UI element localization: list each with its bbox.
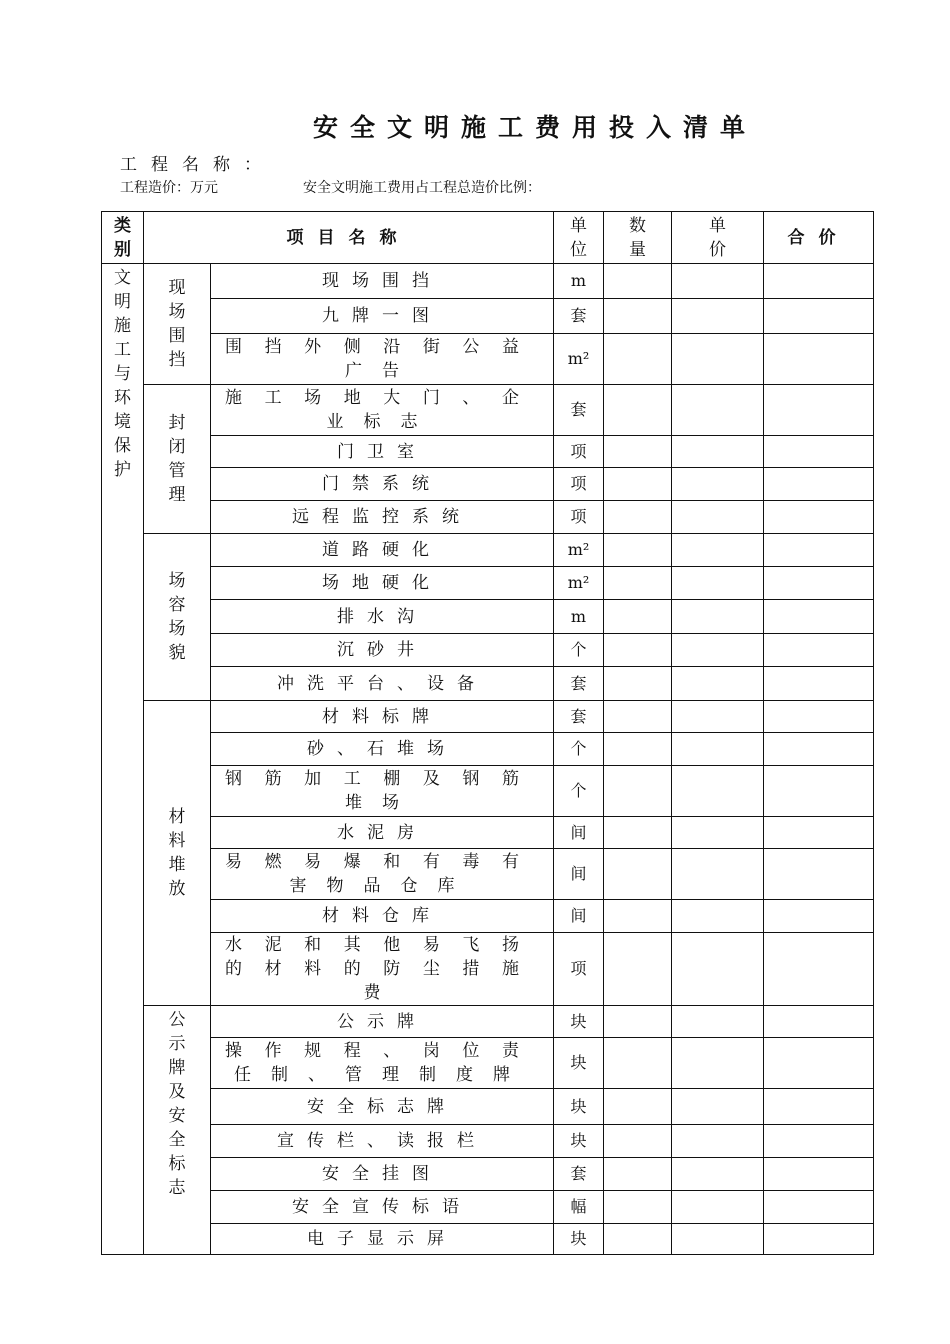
quantity-cell[interactable] [604,1089,672,1125]
unit-price-cell[interactable] [672,264,764,299]
table-row [102,534,874,567]
table-row [102,933,874,1006]
project-cost-label: 工程造价：万元 [120,180,218,196]
table-row [102,385,874,436]
quantity-cell[interactable] [604,849,672,900]
unit-price-cell[interactable] [672,701,764,733]
unit-price-cell[interactable] [672,534,764,567]
table-row [102,1191,874,1224]
quantity-cell[interactable] [604,264,672,299]
unit-price-cell[interactable] [672,1038,764,1089]
item-name-cell: 围挡外侧沿街公益广告 [211,334,554,385]
total-cell[interactable] [764,299,874,334]
item-name-cell: 施工场地大门、企业标志 [211,385,554,436]
table-row [102,733,874,766]
unit-cell: 间 [554,849,604,900]
item-name-cell: 安全宣传标语 [211,1191,554,1224]
unit-cell: 套 [554,299,604,334]
unit-price-cell[interactable] [672,1224,764,1255]
group-cell: 现场围挡 [144,264,211,385]
group-cell: 材料堆放 [144,701,211,1006]
item-name-cell: 远程监控系统 [211,501,554,534]
unit-price-cell[interactable] [672,436,764,468]
group-cell: 公示牌及安全标志 [144,1006,211,1255]
category-cell: 文明施工与环境保护 [102,264,144,1255]
table-row [102,1224,874,1255]
unit-price-cell[interactable] [672,567,764,600]
unit-cell: 个 [554,766,604,817]
header-category: 类别 [102,212,144,264]
item-name-cell: 钢筋加工棚及钢筋堆场 [211,766,554,817]
item-name-cell: 材料标牌 [211,701,554,733]
unit-price-cell[interactable] [672,817,764,849]
unit-price-cell[interactable] [672,1125,764,1158]
unit-cell: 套 [554,1158,604,1191]
header-total: 合价 [764,212,874,264]
total-cell[interactable] [764,766,874,817]
total-cell[interactable] [764,534,874,567]
item-name-cell: 现场围挡 [211,264,554,299]
unit-cell: 块 [554,1125,604,1158]
unit-cell: m [554,264,604,299]
quantity-cell[interactable] [604,468,672,501]
table-row [102,634,874,667]
quantity-cell[interactable] [604,1125,672,1158]
header-unit: 单位 [554,212,604,264]
quantity-cell[interactable] [604,1158,672,1191]
total-cell[interactable] [764,1158,874,1191]
header-quantity: 数量 [604,212,672,264]
unit-cell: 块 [554,1006,604,1038]
item-name-cell: 排水沟 [211,600,554,634]
total-cell[interactable] [764,468,874,501]
table-row [102,1089,874,1125]
project-name-label: 工程名称： [120,155,275,175]
table-row [102,900,874,933]
quantity-cell[interactable] [604,817,672,849]
cost-ratio-label: 安全文明施工费用占工程总造价比例： [303,180,541,196]
item-name-cell: 水泥房 [211,817,554,849]
total-cell[interactable] [764,1006,874,1038]
unit-price-cell[interactable] [672,501,764,534]
unit-cell: 幅 [554,1191,604,1224]
quantity-cell[interactable] [604,733,672,766]
item-name-cell: 冲洗平台、设备 [211,667,554,701]
unit-price-cell[interactable] [672,468,764,501]
total-cell[interactable] [764,667,874,701]
total-cell[interactable] [764,567,874,600]
unit-price-cell[interactable] [672,667,764,701]
unit-cell: 个 [554,733,604,766]
quantity-cell[interactable] [604,900,672,933]
total-cell[interactable] [764,701,874,733]
table-row [102,1038,874,1089]
unit-cell: 块 [554,1038,604,1089]
quantity-cell[interactable] [604,436,672,468]
unit-cell: 套 [554,701,604,733]
quantity-cell[interactable] [604,501,672,534]
unit-cell: 间 [554,817,604,849]
table-row [102,501,874,534]
total-cell[interactable] [764,501,874,534]
table-row [102,817,874,849]
unit-price-cell[interactable] [672,1158,764,1191]
quantity-cell[interactable] [604,600,672,634]
quantity-cell[interactable] [604,1038,672,1089]
total-cell[interactable] [764,634,874,667]
quantity-cell[interactable] [604,299,672,334]
quantity-cell[interactable] [604,701,672,733]
table-row [102,1006,874,1038]
item-name-cell: 安全标志牌 [211,1089,554,1125]
unit-price-cell[interactable] [672,733,764,766]
item-name-cell: 安全挂图 [211,1158,554,1191]
unit-cell: 块 [554,1224,604,1255]
unit-price-cell[interactable] [672,849,764,900]
unit-cell: m² [554,567,604,600]
item-name-cell: 道路硬化 [211,534,554,567]
unit-price-cell[interactable] [672,1089,764,1125]
item-name-cell: 九牌一图 [211,299,554,334]
item-name-cell: 砂、石堆场 [211,733,554,766]
unit-cell: 间 [554,900,604,933]
table-row [102,600,874,634]
item-name-cell: 门禁系统 [211,468,554,501]
quantity-cell[interactable] [604,933,672,1006]
quantity-cell[interactable] [604,1191,672,1224]
item-name-cell: 门卫室 [211,436,554,468]
total-cell[interactable] [764,264,874,299]
total-cell[interactable] [764,817,874,849]
item-name-cell: 电子显示屏 [211,1224,554,1255]
group-cell: 场容场貌 [144,534,211,701]
document-title: 安全文明施工费用投入清单 [312,113,757,142]
table-row [102,1125,874,1158]
unit-cell: 项 [554,436,604,468]
quantity-cell[interactable] [604,534,672,567]
total-cell[interactable] [764,1089,874,1125]
unit-price-cell[interactable] [672,1191,764,1224]
unit-price-cell[interactable] [672,900,764,933]
header-unit-price: 单价 [672,212,764,264]
quantity-cell[interactable] [604,1006,672,1038]
table-row [102,1158,874,1191]
total-cell[interactable] [764,900,874,933]
unit-price-cell[interactable] [672,933,764,1006]
unit-cell: 项 [554,933,604,1006]
table-row [102,334,874,385]
total-cell[interactable] [764,733,874,766]
total-cell[interactable] [764,933,874,1006]
unit-cell: m² [554,334,604,385]
item-name-cell: 公示牌 [211,1006,554,1038]
table-row [102,766,874,817]
unit-price-cell[interactable] [672,634,764,667]
unit-price-cell[interactable] [672,334,764,385]
total-cell[interactable] [764,849,874,900]
header-item-name: 项目名称 [144,212,554,264]
unit-price-cell[interactable] [672,385,764,436]
total-cell[interactable] [764,1038,874,1089]
unit-cell: 个 [554,634,604,667]
total-cell[interactable] [764,600,874,634]
total-cell[interactable] [764,1125,874,1158]
unit-price-cell[interactable] [672,299,764,334]
table-row [102,849,874,900]
unit-cell: 块 [554,1089,604,1125]
item-name-cell: 场地硬化 [211,567,554,600]
table-row [102,701,874,733]
unit-cell: 项 [554,468,604,501]
total-cell[interactable] [764,1191,874,1224]
unit-cell: m [554,600,604,634]
unit-cell: m² [554,534,604,567]
quantity-cell[interactable] [604,385,672,436]
item-name-cell: 宣传栏、读报栏 [211,1125,554,1158]
total-cell[interactable] [764,334,874,385]
item-name-cell: 易燃易爆和有毒有害物品仓库 [211,849,554,900]
unit-cell: 项 [554,501,604,534]
group-cell: 封闭管理 [144,385,211,534]
item-name-cell: 材料仓库 [211,900,554,933]
table-row [102,567,874,600]
item-name-cell: 操作规程、岗位责任制、管理制度牌 [211,1038,554,1089]
item-name-cell: 水泥和其他易飞扬的材料的防尘措施费 [211,933,554,1006]
table-row [102,468,874,501]
total-cell[interactable] [764,385,874,436]
quantity-cell[interactable] [604,634,672,667]
quantity-cell[interactable] [604,334,672,385]
unit-cell: 套 [554,667,604,701]
table-row [102,264,874,299]
table-row [102,299,874,334]
quantity-cell[interactable] [604,667,672,701]
item-name-cell: 沉砂井 [211,634,554,667]
header-row [102,212,874,264]
table-row [102,436,874,468]
table-row [102,667,874,701]
unit-price-cell[interactable] [672,766,764,817]
unit-price-cell[interactable] [672,600,764,634]
quantity-cell[interactable] [604,766,672,817]
unit-price-cell[interactable] [672,1006,764,1038]
quantity-cell[interactable] [604,567,672,600]
cost-table [101,211,874,1255]
total-cell[interactable] [764,1224,874,1255]
unit-cell: 套 [554,385,604,436]
quantity-cell[interactable] [604,1224,672,1255]
total-cell[interactable] [764,436,874,468]
